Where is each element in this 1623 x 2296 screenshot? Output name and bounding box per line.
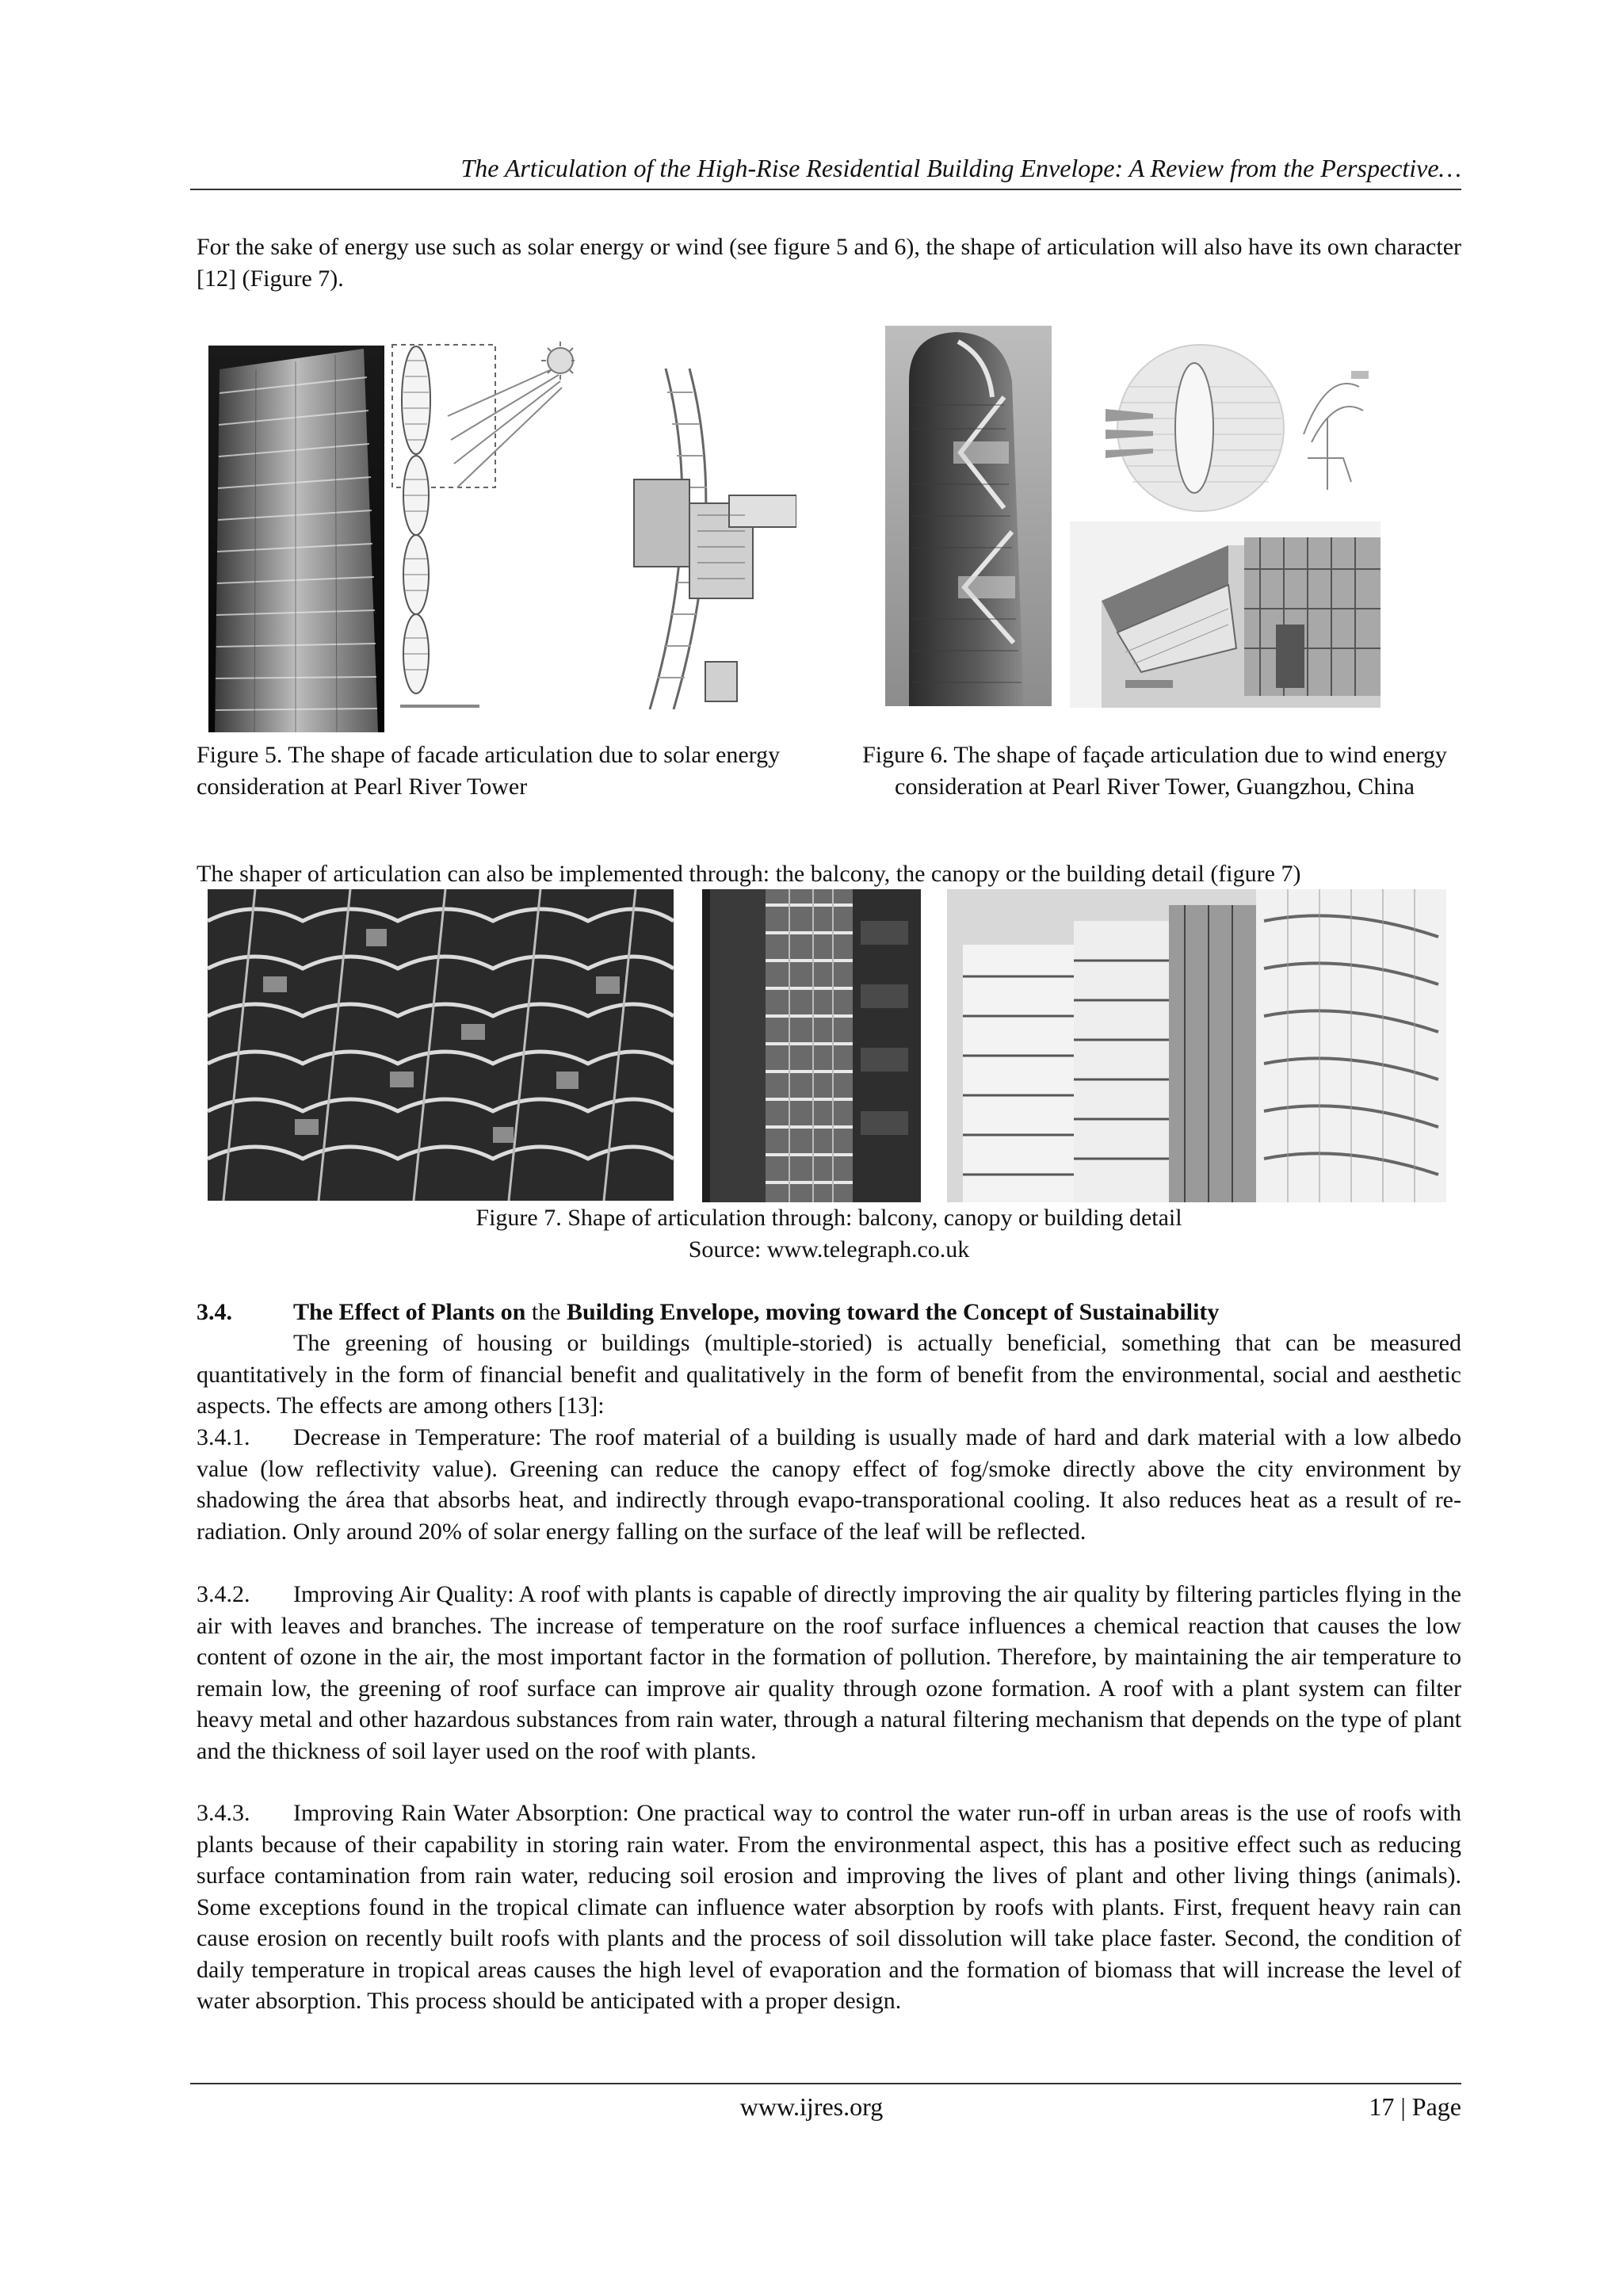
tower-wind-photo-graphic xyxy=(885,326,1052,706)
figure-7-canopy-photo xyxy=(702,889,921,1202)
section-heading xyxy=(197,1297,1461,1328)
facade-detail-graphic xyxy=(618,361,796,721)
solar-section-graphic xyxy=(384,329,575,717)
building-detail-photo-graphic xyxy=(947,889,1446,1202)
figure-6-caption: Figure 6. The shape of façade articulation due to wind energy consideration at Pearl River Tower, Guangzhou, China xyxy=(862,742,1447,800)
item-text: Improving Air Quality: A roof with plants is capable of directly improving the air quality by filtering particles flying in the air with leaves and branches. The increase of temperature on the roof surface influences a chemical reaction that causes the low content of ozone in the air, the most important factor in the formation of pollution. Therefore, by maintaining the air temperature to remain low, the greening of roof surface can improve air quality through ozone formation. A roof with a plant system can filter heavy metal and other hazardous substances from rain water, through a natural filtering mechanism that depends on the type of plant and the thickness of soil layer used on the roof with plants. xyxy=(197,1581,1461,1764)
canopy-photo-graphic xyxy=(702,889,921,1202)
footer-rule xyxy=(190,2083,1461,2084)
item-temperature xyxy=(197,1422,1461,1547)
section-title-part-1: The Effect of Plants on xyxy=(293,1299,526,1325)
tower-night-photo-graphic xyxy=(208,346,384,732)
figure-7-caption: Figure 7. Shape of articulation through: balcony, canopy or building detail xyxy=(475,1205,1182,1231)
intro-paragraph: For the sake of energy use such as solar energy or wind (see figure 5 and 6), the shape of articulation will also have its own character [12] (Figure 7). xyxy=(197,234,1461,292)
figure-7-building-detail-photo xyxy=(947,889,1446,1202)
figure-5-caption: Figure 5. The shape of facade articulation due to solar energy consideration at Pearl River Tower xyxy=(197,742,781,800)
figure-6-section-photo xyxy=(1070,521,1381,708)
item-text: Decrease in Temperature: The roof material of a building is usually made of hard and dark material with a low albedo value (low reflectivity value). Greening can reduce the canopy effect of fog/smoke directly above the city environment by shadowing the área that absorbs heat, and indirectly through evapo-transporational cooling. It also reduces heat as a result of re-radiation. Only around 20% of solar energy falling on the surface of the leaf will be reflected. xyxy=(197,1424,1461,1545)
section-title-part-3: Building Envelope, moving toward the Concept of Sustainability xyxy=(566,1299,1220,1325)
figure-6-tower-photo xyxy=(885,326,1052,706)
wind-section-photo-graphic xyxy=(1070,521,1381,708)
figure-5-tower-photo xyxy=(208,346,384,732)
item-number: 3.4.3. xyxy=(197,1800,250,1826)
item-text: Improving Rain Water Absorption: One practical way to control the water run-off in urban areas is the use of roofs with plants because of their capability in storing rain water. From the environmental aspect, this has a positive effect such as reducing surface contamination from rain water, reducing soil erosion and improving the lives of plant and other living things (animals). Some exceptions found in the tropical climate can influence water absorption by roofs with plants. First, frequent heavy rain can cause erosion on recently built roofs with plants and the process of soil dissolution will take place faster. Second, the condition of daily temperature in tropical areas causes the high level of evaporation and the formation of biomass that will increase the level of water absorption. This process should be anticipated with a proper design. xyxy=(197,1800,1461,2014)
item-number: 3.4.1. xyxy=(197,1424,250,1450)
item-number: 3.4.2. xyxy=(197,1581,250,1607)
wind-diagram-graphic xyxy=(1090,339,1371,518)
item-air-quality xyxy=(197,1579,1461,1767)
item-rain-water xyxy=(197,1797,1461,2017)
running-header: The Articulation of the High-Rise Residential Building Envelope: A Review from the Perspective… xyxy=(460,154,1461,182)
section-intro: The greening of housing or buildings (multiple-storied) is actually beneficial, something that can be measured quantitatively in the form of financial benefit and qualitatively in the form of benefit from the environmental, social and aesthetic aspects. The effects are among others [13]: xyxy=(197,1330,1461,1419)
figure-7-balcony-photo xyxy=(208,889,674,1201)
figure-5-solar-section-drawing xyxy=(384,329,575,717)
section-number: 3.4. xyxy=(197,1299,232,1325)
figure-5-facade-detail-drawing xyxy=(618,361,796,721)
section-title-part-2: the xyxy=(525,1299,567,1325)
footer-url: www.ijres.org xyxy=(739,2092,884,2121)
figure-7-source: Source: www.telegraph.co.uk xyxy=(688,1236,970,1263)
balcony-photo-graphic xyxy=(208,889,674,1201)
header-rule xyxy=(190,189,1461,190)
figure-6-wind-diagram xyxy=(1090,339,1371,518)
figure-7-intro: The shaper of articulation can also be implemented through: the balcony, the canopy or the building detail (figure 7) xyxy=(197,861,1301,887)
footer-page-number: 17 | Page xyxy=(1369,2092,1461,2121)
